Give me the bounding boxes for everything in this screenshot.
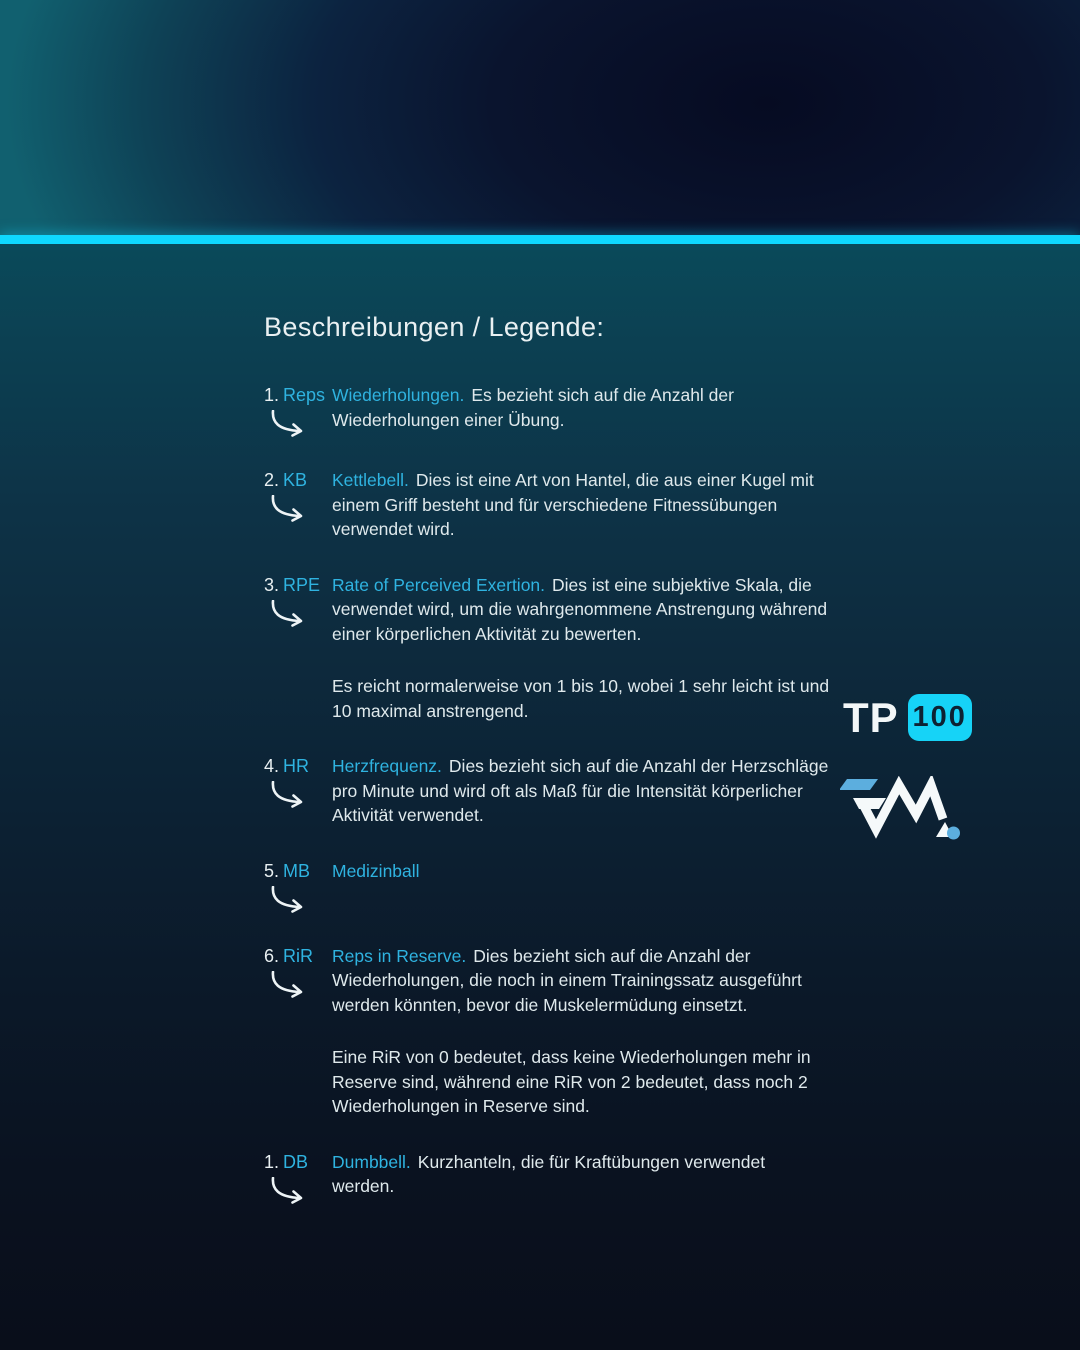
item-extra-text: Es reicht normalerweise von 1 bis 10, wobei 1 sehr leicht ist und 10 maximal anstrengend. — [332, 676, 830, 721]
item-number: 1. — [264, 1151, 280, 1172]
legend-content — [264, 312, 830, 1235]
curved-arrow-icon — [269, 781, 309, 808]
tp100-logo — [843, 694, 972, 741]
legend-key — [264, 754, 332, 828]
item-number: 4. — [264, 756, 280, 776]
legend-item — [264, 468, 830, 542]
item-text: Dies bezieht sich auf die Anzahl der Herzschläge pro Minute und wird oft als Maß für die Intensität körperlicher Aktivität verwendet. — [332, 756, 829, 825]
legend-item — [264, 859, 830, 913]
legend-key — [264, 1150, 332, 1204]
curved-arrow-icon — [269, 971, 309, 998]
item-lead: Dumbbell. — [332, 1151, 411, 1172]
legend-desc — [332, 754, 830, 828]
item-label — [264, 754, 332, 778]
item-label — [264, 468, 332, 492]
item-abbr: RiR — [283, 945, 314, 966]
item-text: Dies ist eine Art von Hantel, die aus einer Kugel mit einem Griff besteht und für verschiedene Fitnessübungen verwendet wird. — [332, 470, 814, 539]
legend-item — [264, 383, 830, 437]
item-lead: Kettlebell. — [332, 470, 409, 490]
curved-arrow-icon — [269, 600, 309, 627]
item-abbr: DB — [283, 1151, 309, 1172]
item-abbr: MB — [283, 860, 311, 881]
legend-key — [264, 859, 332, 913]
item-abbr: Reps — [283, 385, 326, 405]
item-text: Es bezieht sich auf die Anzahl der Wiederholungen einer Übung. — [332, 385, 734, 430]
legend-desc — [332, 383, 830, 437]
item-number: 5. — [264, 860, 280, 881]
cyan-divider-line — [0, 235, 1080, 244]
page-title: Beschreibungen / Legende: — [264, 312, 605, 342]
curved-arrow-icon — [269, 1177, 309, 1204]
item-lead: Medizinball — [332, 860, 420, 881]
item-label — [264, 859, 332, 883]
legend-desc — [332, 1150, 830, 1204]
item-label — [264, 1150, 332, 1174]
item-abbr: KB — [283, 470, 308, 490]
item-number: 6. — [264, 945, 280, 966]
item-lead: Herzfrequenz. — [332, 756, 442, 776]
curved-arrow-icon — [269, 495, 309, 522]
legend-key — [264, 944, 332, 1119]
legend-item — [264, 754, 830, 828]
item-label — [264, 383, 332, 407]
item-lead: Rate of Perceived Exertion. — [332, 574, 546, 595]
item-text: Kurzhanteln, die für Kraftübungen verwendet werden. — [332, 1151, 766, 1196]
legend-key — [264, 573, 332, 724]
item-number: 3. — [264, 574, 280, 595]
item-abbr: HR — [283, 756, 310, 776]
curved-arrow-icon — [269, 886, 309, 913]
item-text: Dies ist eine subjektive Skala, die verwendet wird, um die wahrgenommene Anstrengung während einer körperlichen Aktivität zu bewerten. — [332, 574, 828, 644]
item-extra-text: Eine RiR von 0 bedeutet, dass keine Wiederholungen mehr in Reserve sind, während eine RiR von 2 bedeutet, dass noch 2 Wiederholungen in Reserve sind. — [332, 1047, 811, 1116]
legend-key — [264, 383, 332, 437]
legend-key — [264, 468, 332, 542]
item-text: Dies bezieht sich auf die Anzahl der Wiederholungen, die noch in einem Trainingssatz ausgeführt werden könnten, bevor die Muskelermüdung einsetzt. — [332, 945, 802, 1015]
tp-wordmark: TP — [843, 693, 899, 741]
tp100-badge: 100 — [908, 694, 972, 741]
item-lead: Wiederholungen. — [332, 385, 465, 405]
legend-desc — [332, 573, 830, 724]
item-number: 2. — [264, 470, 280, 490]
legend-item — [264, 573, 830, 724]
legend-item — [264, 944, 830, 1119]
item-label — [264, 573, 332, 597]
header-gradient-band — [0, 0, 1080, 235]
legend-desc — [332, 944, 830, 1119]
item-abbr: RPE — [283, 574, 321, 595]
legend-desc — [332, 859, 830, 913]
brand-mark-icon — [840, 776, 960, 840]
item-label — [264, 944, 332, 968]
legend-item — [264, 1150, 830, 1204]
curved-arrow-icon — [269, 410, 309, 437]
legend-desc — [332, 468, 830, 542]
item-number: 1. — [264, 385, 280, 405]
item-lead: Reps in Reserve. — [332, 945, 467, 966]
